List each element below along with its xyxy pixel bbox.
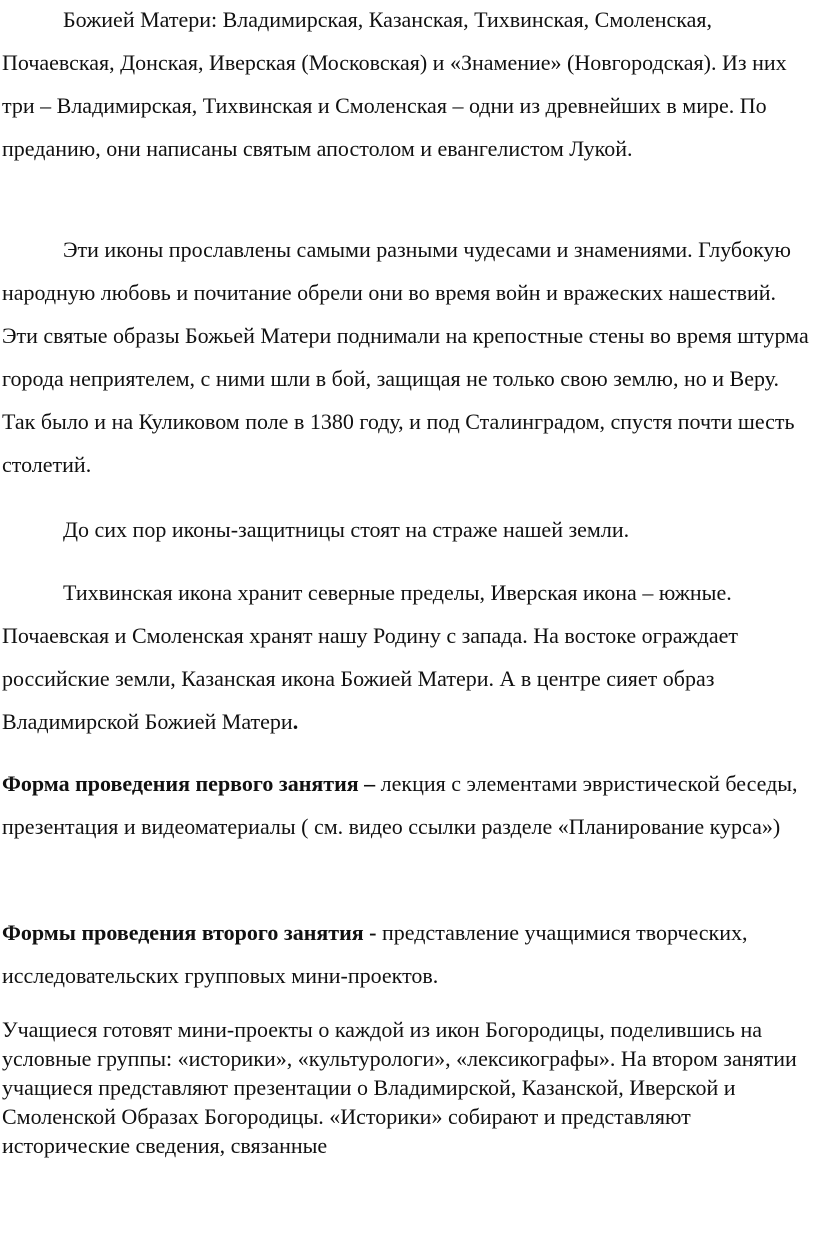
first-lesson-text: лекция с элементами эвристической беседы, презентация и видеоматериалы ( см. видео ссылки разделе «Планирование курса») (2, 771, 798, 839)
paragraph-directions-end: . (292, 709, 299, 734)
paragraph-second-lesson (2, 911, 814, 997)
paragraph-first-lesson (2, 762, 814, 848)
paragraph-directions (2, 571, 814, 743)
second-lesson-heading: Формы проведения второго занятия - (2, 920, 377, 945)
paragraph-icons-list: Божией Матери: Владимирская, Казанская, Тихвинская, Смоленская, Почаевская, Донская, Иверская (Московская) и «Знамение» (Новгородская). Из них три – Владимирская, Тихвинская и Смоленская – одни из древнейших в мире. По преданию, они написаны святым апостолом и евангелистом Лукой. (2, 7, 787, 161)
paragraph-protectors: До сих пор иконы-защитницы стоят на страже нашей земли. (63, 517, 630, 542)
paragraph-directions-text: Тихвинская икона хранит северные пределы, Иверская икона – южные. Почаевская и Смоленская хранят нашу Родину с запада. На востоке ограждает российские земли, Казанская икона Божией Матери. А в центре сияет образ Владимирской Божией Матери (2, 580, 739, 734)
paragraph-miracles: Эти иконы прославлены самыми разными чудесами и знамениями. Глубокую народную любовь и почитание обрели они во время войн и вражеских нашествий. Эти святые образы Божьей Матери поднимали на крепостные стены во время штурма города неприятелем, с ними шли в бой, защищая не только свою землю, но и Веру. Так было и на Куликовом поле в 1380 году, и под Сталинградом, спустя почти шесть столетий. (2, 237, 809, 477)
first-lesson-heading: Форма проведения первого занятия – (2, 771, 376, 796)
paragraph-mini-projects: Учащиеся готовят мини-проекты о каждой из икон Богородицы, поделившись на условные группы: «историки», «культурологи», «лексикографы». На втором занятии учащиеся представляют презентации о Владимирской, Казанской, Иверской и Смоленской Образах Богородицы. «Историки» собирают и представляют исторические сведения, связанные (2, 1017, 797, 1158)
second-lesson-text: представление учащимися творческих, исследовательских групповых мини-проектов. (2, 920, 748, 988)
